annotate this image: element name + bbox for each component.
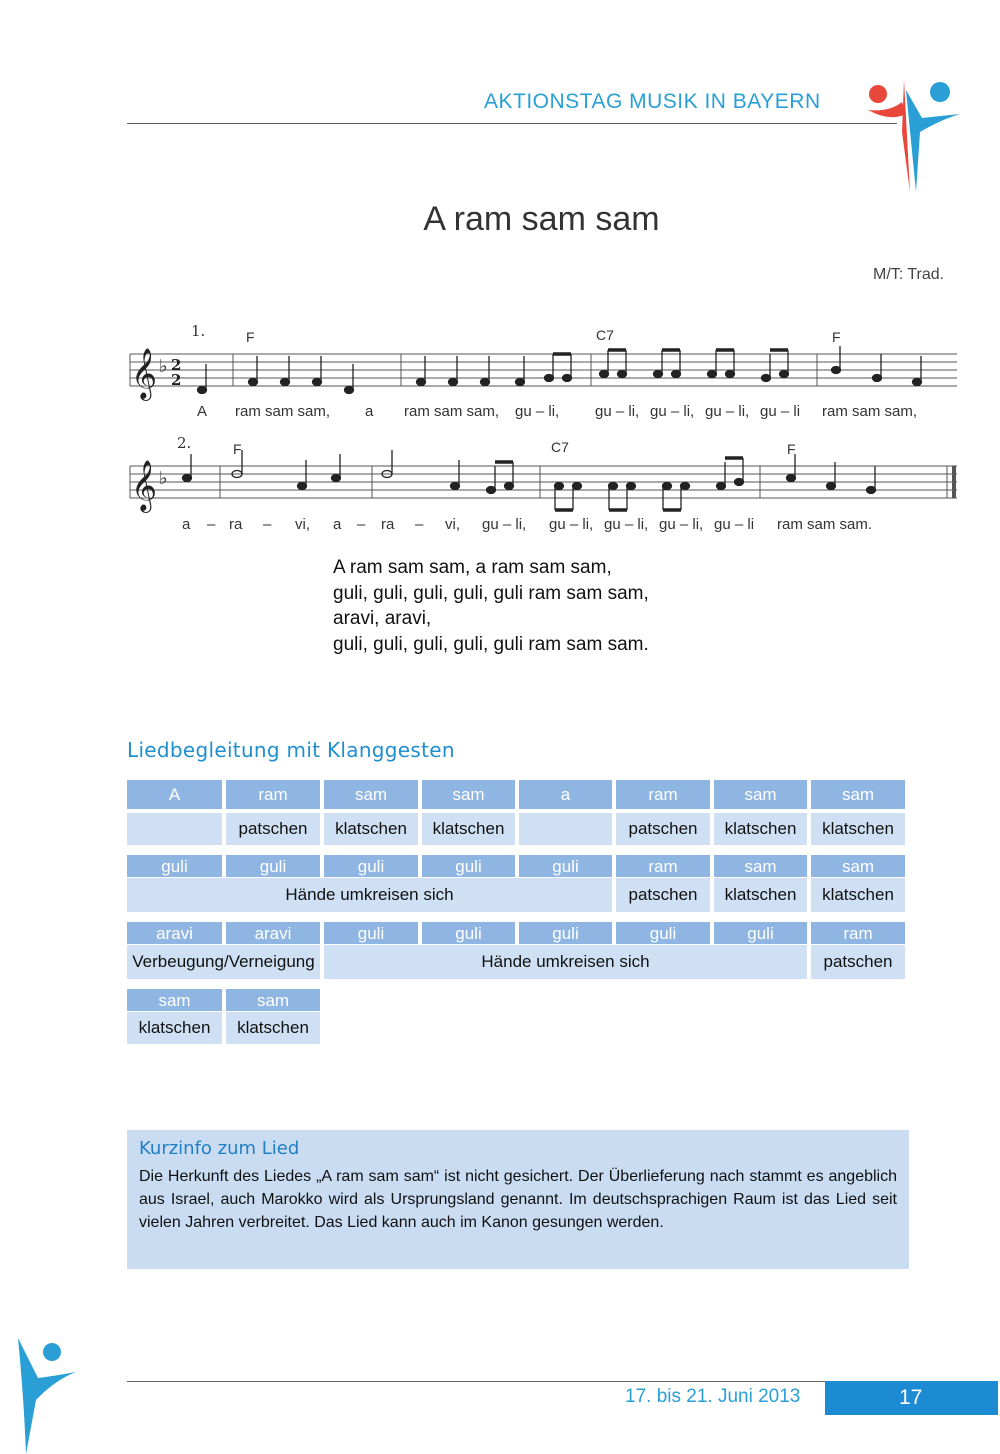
syllable: – [415,516,424,533]
song-title: A ram sam sam [423,200,660,238]
word-cell: guli [422,922,515,944]
syllable: – [263,516,272,533]
word-cell: sam [811,855,905,877]
chord-label: F [233,441,242,457]
action-cell: Hände umkreisen sich [127,878,612,912]
syllable: a [333,516,342,533]
time-sig-top: 2 [171,356,182,374]
syllable: gu – li, [595,403,640,420]
syllable: gu – li [760,403,801,420]
section-heading: Liedbegleitung mit Klanggesten [127,738,455,762]
word-cell: sam [811,780,905,809]
lyrics-text [333,555,649,657]
flat-icon: ♭ [159,468,168,489]
word-cell: guli [616,922,710,944]
syllable: vi, [445,516,460,533]
word-cell: ram [226,780,320,809]
word-cell: a [519,780,612,809]
event-logo-icon [860,72,970,197]
flat-icon: ♭ [159,356,168,377]
treble-clef-icon: 𝄞 [131,348,158,399]
word-cell: guli [519,855,612,877]
word-cell: guli [226,855,320,877]
word-cell: ram [811,922,905,944]
word-cell: ram [616,855,710,877]
info-title: Kurzinfo zum Lied [139,1138,300,1159]
action-cell: klatschen [324,813,418,845]
word-cell: sam [127,989,222,1011]
syllable: gu – li, [650,403,695,420]
syllable: – [357,516,366,533]
action-cell: klatschen [714,878,807,912]
syllable: gu – li, [659,516,704,533]
syllable: ra [229,516,243,533]
chord-label: F [787,441,796,457]
syllable: a [365,403,374,420]
syllable: gu – li, [549,516,594,533]
word-cell: guli [519,922,612,944]
syllable: ram sam sam, [235,403,331,420]
syllable: gu – li [714,516,755,533]
header-divider [127,123,897,124]
action-cell: klatschen [714,813,807,845]
action-cell: patschen [616,878,710,912]
action-cell [519,813,612,845]
word-cell: guli [422,855,515,877]
word-cell: aravi [127,922,222,944]
syllable: ram sam sam, [822,403,918,420]
word-cell: sam [226,989,320,1011]
action-cell: Verbeugung/Verneigung [127,945,320,979]
action-cell: klatschen [811,813,905,845]
action-cell: klatschen [226,1012,320,1044]
word-cell: sam [714,780,807,809]
footer-date: 17. bis 21. Juni 2013 [625,1386,801,1407]
word-cell: sam [714,855,807,877]
lyrics-line: guli, guli, guli, guli, guli ram sam sam, [333,582,649,604]
lyrics-line-1 [197,403,917,420]
syllable: ra [381,516,395,533]
verse-number: 1. [191,322,206,340]
header-title: AKTIONSTAG MUSIK IN BAYERN [484,90,821,113]
treble-clef-icon: 𝄞 [131,460,158,511]
chord-label: C7 [551,439,569,455]
action-cell: patschen [616,813,710,845]
action-cell: klatschen [422,813,515,845]
lyrics-line-2 [182,516,872,533]
syllable: a [182,516,191,533]
action-cell: patschen [811,945,905,979]
word-cell: guli [324,855,418,877]
staff-line-2 [130,466,957,498]
chord-label: F [832,329,841,345]
syllable: gu – li, [705,403,750,420]
word-cell: guli [714,922,807,944]
song-credits: M/T: Trad. [873,266,945,283]
page-number: 17 [899,1386,923,1409]
syllable: vi, [295,516,310,533]
sheet-music [125,318,965,538]
syllable: gu – li, [482,516,527,533]
action-cell: Hände umkreisen sich [324,945,807,979]
action-cell: klatschen [811,878,905,912]
word-cell: guli [324,922,418,944]
word-cell: sam [324,780,418,809]
syllable: ram sam sam, [404,403,500,420]
lyrics-line: aravi, aravi, [333,608,432,629]
verse-number: 2. [177,434,192,452]
syllable: – [207,516,216,533]
notes-line-2 [183,450,876,510]
syllable: gu – li, [515,403,560,420]
action-cell: klatschen [127,1012,222,1044]
word-cell: A [127,780,222,809]
lyrics-line: A ram sam sam, a ram sam sam, [333,557,612,578]
page-number-box [825,1381,998,1415]
info-box [127,1130,909,1269]
chord-label: C7 [596,327,614,343]
word-cell: ram [616,780,710,809]
time-sig-bottom: 2 [171,371,182,389]
info-text: Die Herkunft des Liedes „A ram sam sam“ ist nicht gesichert. Der Überlieferung nach stammt es angeblich aus Israel, auch Marokko wird als Ursprungsland genannt. Im deutschsprachigen Raum ist das Lied seit vielen Jahren verbreitet. Das Lied kann auch im Kanon gesungen werden. [139,1168,897,1231]
action-cell [127,813,222,845]
chord-label: F [246,329,255,345]
footer-divider [127,1381,825,1382]
lyrics-line: guli, guli, guli, guli, guli ram sam sam. [333,633,649,655]
word-cell: sam [422,780,515,809]
syllable: ram sam sam. [777,516,873,533]
action-cell: patschen [226,813,320,845]
word-cell: aravi [226,922,320,944]
footer-logo-icon [10,1330,85,1454]
syllable: A [197,403,208,420]
word-cell: guli [127,855,222,877]
syllable: gu – li, [604,516,649,533]
